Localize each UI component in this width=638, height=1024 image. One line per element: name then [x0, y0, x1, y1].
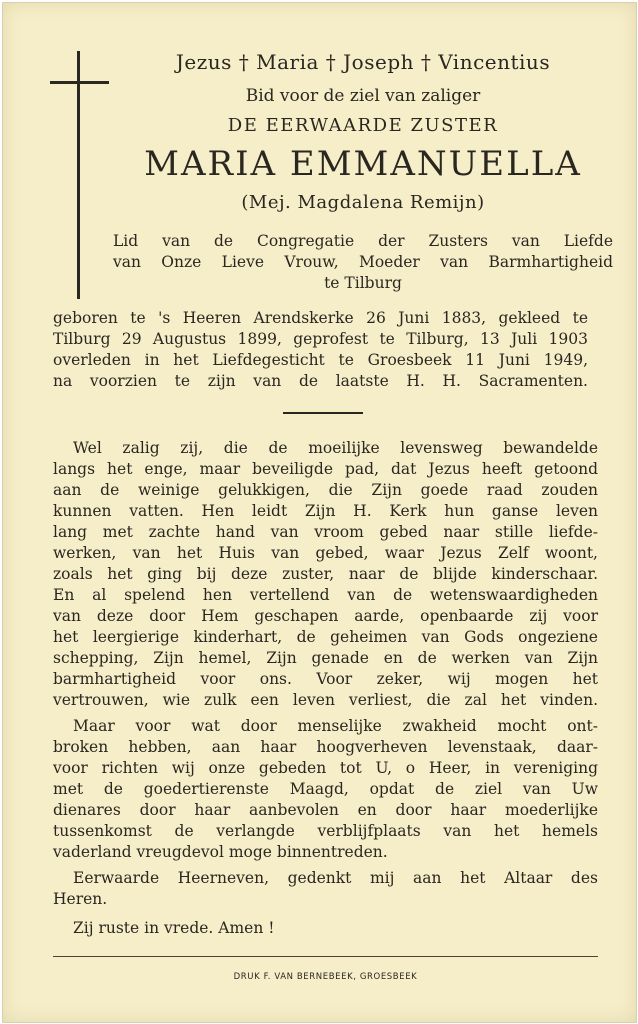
cross-icon [77, 51, 80, 299]
paragraph-line: Wel zalig zij, die de moeilijke levensweg bewandelde [73, 439, 598, 457]
paragraph-line: voor richten wij onze gebeden tot U, o Heer, in vereniging [53, 759, 598, 777]
closing-prayer: Zij ruste in vrede. Amen ! [73, 919, 275, 937]
paragraph-line: van deze door Hem geschapen aarde, openbaarde zij voor [53, 607, 598, 625]
biography-line: Tilburg 29 Augustus 1899, geprofest te Tilburg, 13 Juli 1903 [53, 330, 588, 348]
paragraph-line: Heren. [53, 890, 108, 908]
cross-icon-bar [50, 81, 109, 84]
paragraph-line: barmhartigheid voor ons. Voor zeker, wij mogen het [53, 670, 598, 688]
paragraph-line: aan de weinige gelukkigen, die Zijn goede raad zouden [53, 481, 598, 499]
civil-name: (Mej. Magdalena Remijn) [241, 192, 485, 213]
invocation: Jezus † Maria † Joseph † Vincentius [175, 50, 551, 74]
paragraph-line: het leergierige kinderhart, de geheimen van Gods ongeziene [53, 628, 598, 646]
paragraph-line: Eerwaarde Heerneven, gedenkt mij aan het Altaar des [73, 869, 598, 887]
religious-name: MARIA EMMANUELLA [144, 144, 582, 184]
paragraph-line: werken, van het Huis van gebed, waar Jezus Zelf woont, [53, 544, 598, 562]
footer-rule [53, 956, 598, 957]
biography-line: geboren te 's Heeren Arendskerke 26 Juni 1883, gekleed te [53, 309, 588, 327]
section-divider [283, 412, 363, 414]
paragraph-line: zoals het ging bij deze zuster, naar de blijde kinderschaar. [53, 565, 598, 583]
paragraph-line: kunnen vatten. Hen leidt Zijn H. Kerk hun ganse leven [53, 502, 598, 520]
congregation-line: Lid van de Congregatie der Zusters van Liefde [113, 232, 613, 250]
paragraph-line: dienares door haar aanbevolen en door haar moederlijke [53, 801, 598, 819]
rank-title: DE EERWAARDE ZUSTER [227, 115, 499, 136]
congregation-line: te Tilburg [324, 274, 402, 292]
paragraph-line: broken hebben, aan haar hoogverheven levenstaak, daar- [53, 738, 598, 756]
paragraph-line: vertrouwen, wie zulk een leven verliest, die zal het vinden. [53, 691, 598, 709]
congregation-line: van Onze Lieve Vrouw, Moeder van Barmhartigheid [113, 253, 613, 271]
printer-credit: DRUK F. VAN BERNEBEEK, GROESBEEK [233, 972, 418, 982]
paragraph-line: met de goedertierenste Maagd, opdat de ziel van Uw [53, 780, 598, 798]
paragraph-line: Maar voor wat door menselijke zwakheid mocht ont- [73, 717, 598, 735]
paragraph-line: lang met zachte hand van vroom gebed naar stille liefde- [53, 523, 598, 541]
biography-line: na voorzien te zijn van de laatste H. H. Sacramenten. [53, 372, 588, 390]
memorial-card [2, 2, 637, 1023]
paragraph-line: vaderland vreugdevol moge binnentreden. [53, 843, 388, 861]
biography-line: overleden in het Liefdegesticht te Groesbeek 11 Juni 1949, [53, 351, 588, 369]
prayer-request: Bid voor de ziel van zaliger [245, 86, 481, 106]
paragraph-line: schepping, Zijn hemel, Zijn genade en de werken van Zijn [53, 649, 598, 667]
paragraph-line: tussenkomst de verlangde verblijfplaats van het hemels [53, 822, 598, 840]
paragraph-line: langs het enge, maar beveiligde pad, dat Jezus heeft getoond [53, 460, 598, 478]
paragraph-line: En al spelend hen vertellend van de wetenswaardigheden [53, 586, 598, 604]
